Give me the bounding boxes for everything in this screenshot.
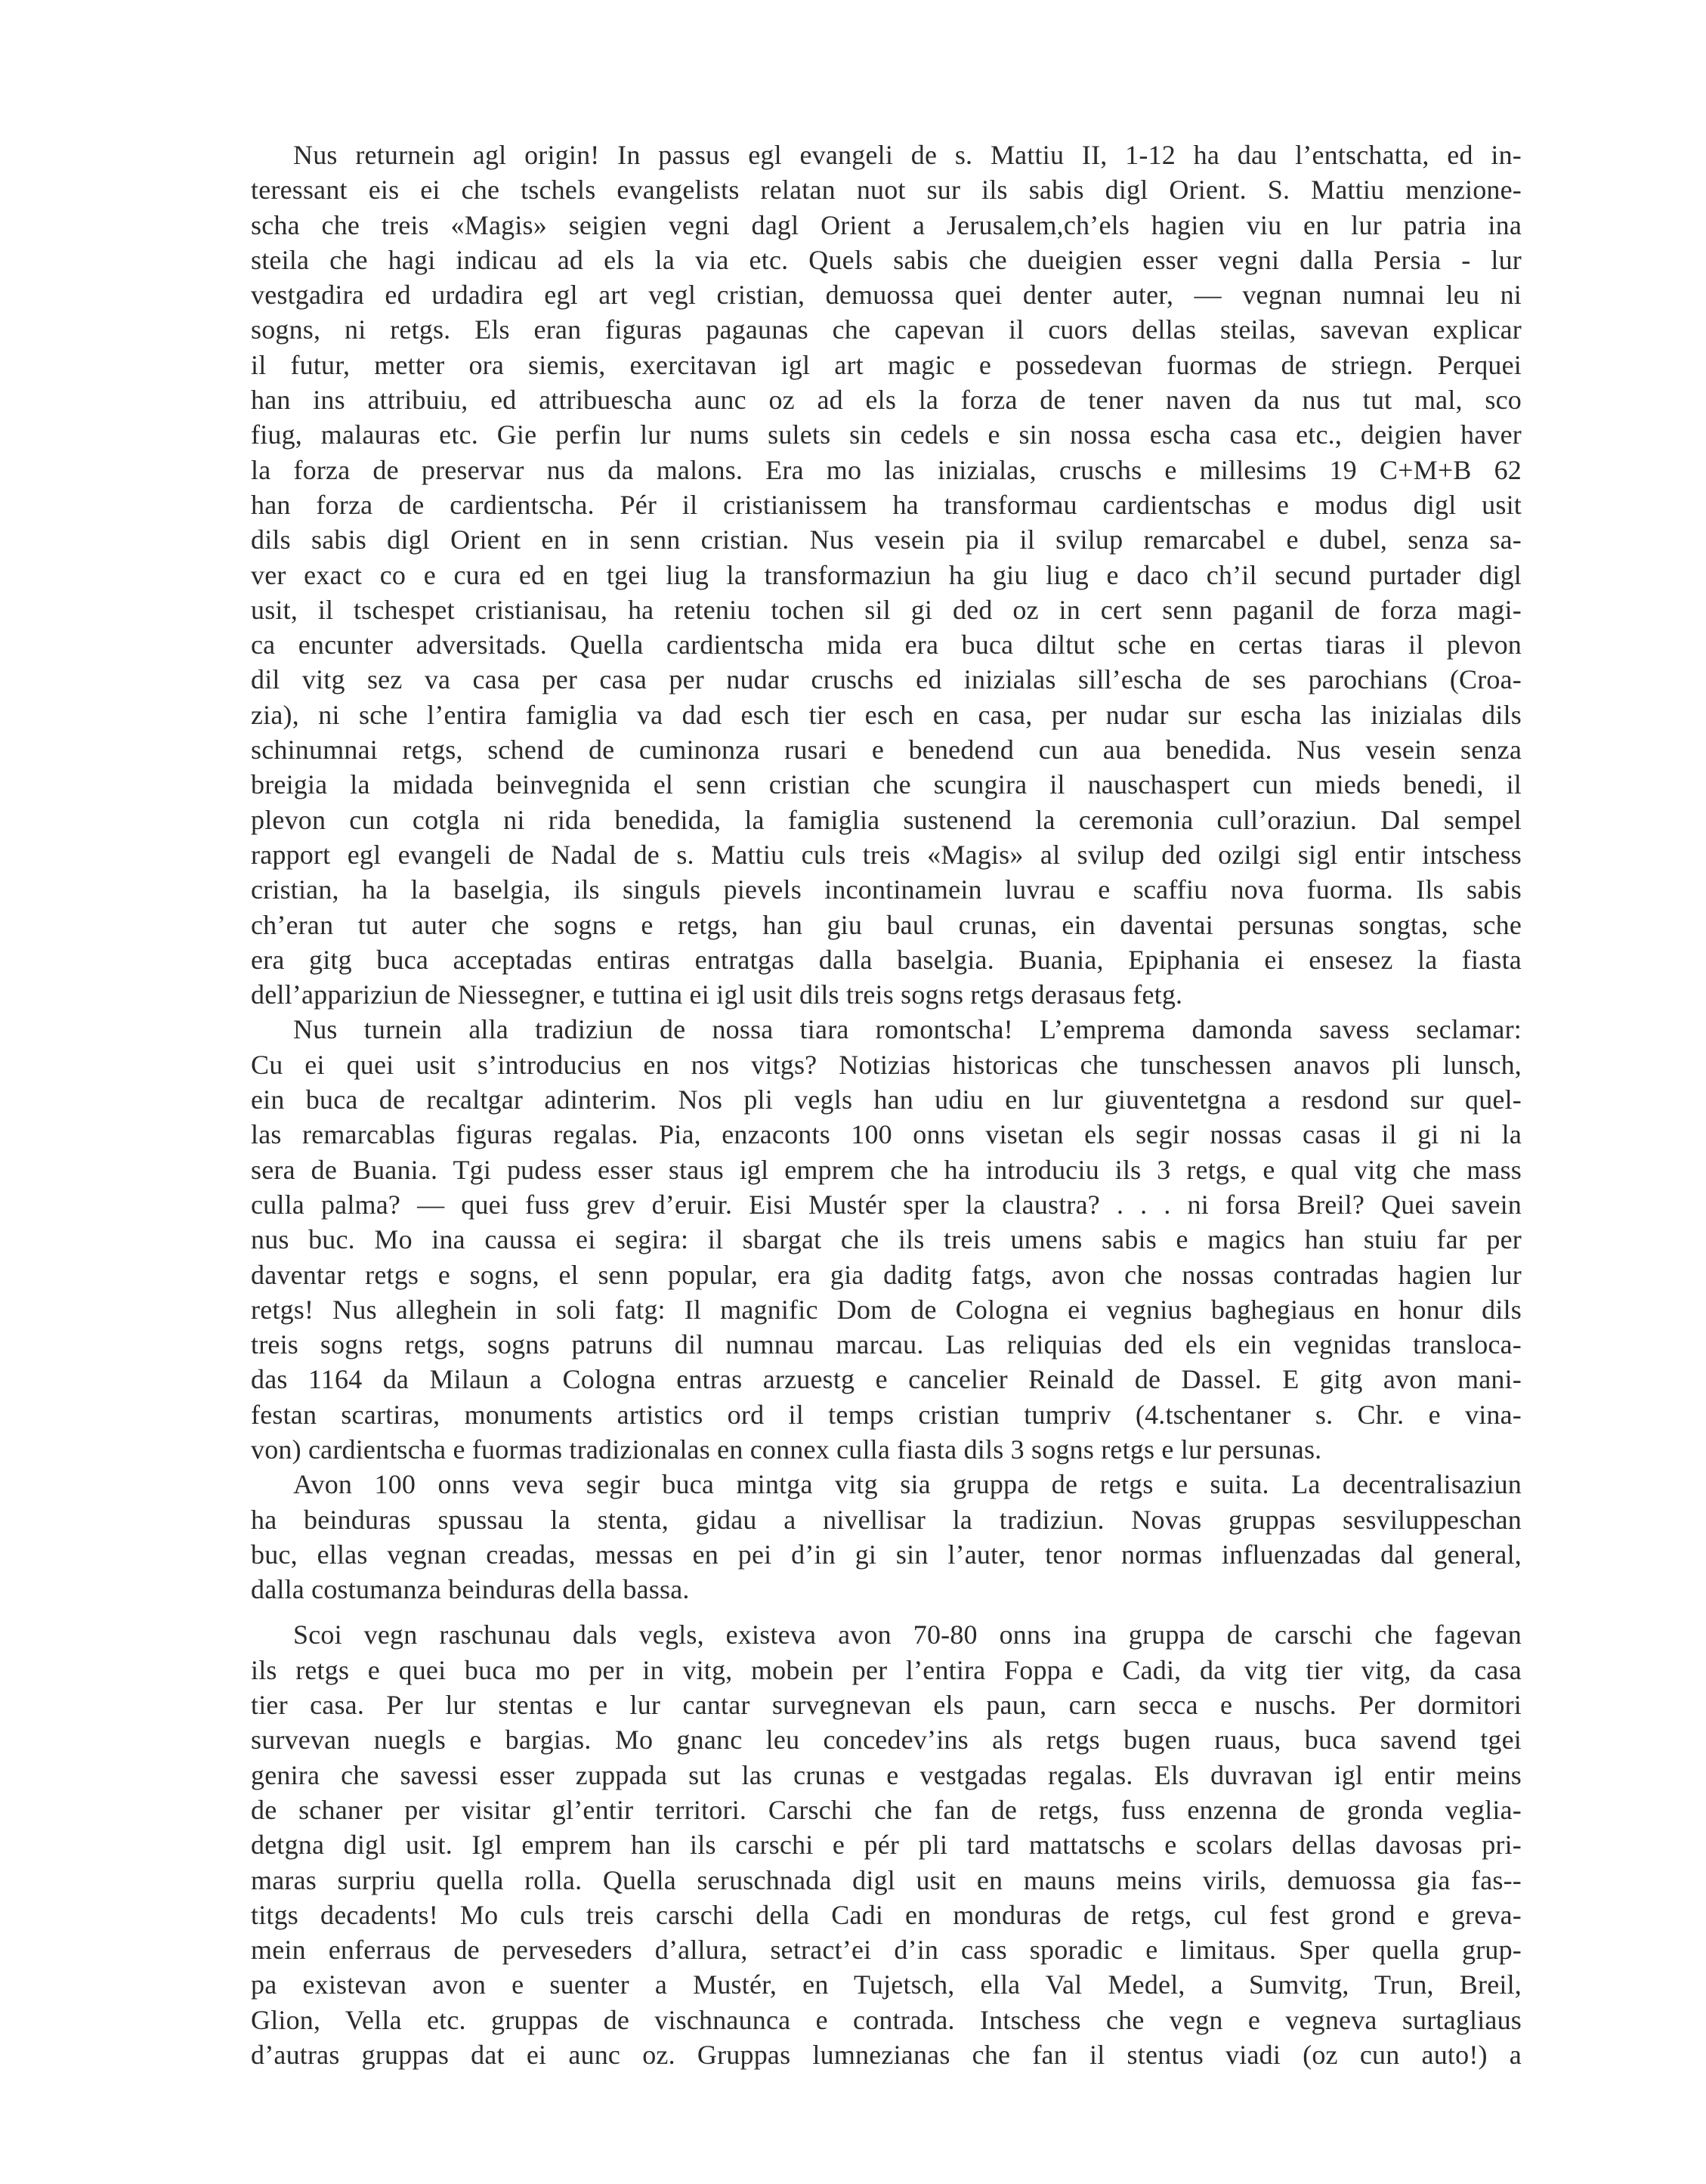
- text-line: dil vitg sez va casa per casa per nudar cruschs ed inizialas sill’escha de ses parochians (Croa-: [251, 664, 1522, 695]
- text-line: teressant eis ei che tschels evangelists relatan nuot sur ils sabis digl Orient. S. Mattiu menzione-: [251, 175, 1522, 206]
- text-line: la forza de preservar nus da malons. Era mo las inizialas, cruschs e millesims 19 C+M+B 62: [251, 454, 1522, 485]
- text-line: festan scartiras, monuments artistics ord il temps cristian tumpriv (4.tschentaner s. Chr. e vina-: [251, 1399, 1522, 1430]
- text-line: titgs decadents! Mo culs treis carschi della Cadi en monduras de retgs, cul fest grond e greva-: [251, 1899, 1522, 1930]
- text-line: dell’appariziun de Niessegner, e tuttina ei igl usit dils treis sogns retgs derasaus fetg.: [251, 979, 1183, 1010]
- text-line: scha che treis «Magis» seigien vegni dagl Orient a Jerusalem,ch’els hagien viu en lur patria ina: [251, 209, 1522, 240]
- text-line: Cu ei quei usit s’introducius en nos vitgs? Notizias historicas che tunschessen anavos pli lunsch,: [251, 1049, 1522, 1080]
- text-line: Glion, Vella etc. gruppas de vischnaunca e contrada. Intschess che vegn e vegneva surtagliaus: [251, 2004, 1522, 2035]
- paragraph: [251, 138, 1522, 1012]
- text-line: de schaner per visitar gl’entir territori. Carschi che fan de retgs, fuss enzenna de gronda veglia-: [251, 1794, 1522, 1825]
- text-line: sera de Buania. Tgi pudess esser staus igl emprem che ha introduciu ils 3 retgs, e qual vitg che mass: [251, 1154, 1522, 1185]
- text-line: daventar retgs e sogns, el senn popular, era gia daditg fatgs, avon che nossas contradas hagien lur: [251, 1259, 1522, 1290]
- text-line: han forza de cardientscha. Pér il cristianissem ha transformau cardientschas e modus digl usit: [251, 489, 1522, 520]
- text-line: ch’eran tut auter che sogns e retgs, han giu baul crunas, ein daventai persunas songtas, sche: [251, 909, 1522, 940]
- text-line: tier casa. Per lur stentas e lur cantar survegnevan els paun, carn secca e nuschs. Per dormitori: [251, 1690, 1522, 1721]
- document-page: [251, 138, 1522, 2072]
- text-line: breigia la midada beinvegnida el senn cristian che scungira il nauschaspert cun mieds benedi, il: [251, 769, 1522, 800]
- text-line: usit, il tschespet cristianisau, ha reteniu tochen sil gi ded oz in cert senn paganil de forza magi-: [251, 594, 1522, 625]
- paragraph: [251, 1617, 1522, 2072]
- text-line: Nus turnein alla tradiziun de nossa tiara romontscha! L’emprema damonda savess seclamar:: [293, 1014, 1522, 1045]
- text-line: era gitg buca acceptadas entiras entratgas dalla baselgia. Buania, Epiphania ei ensesez la fiasta: [251, 944, 1522, 975]
- text-line: zia), ni sche l’entira famiglia va dad esch tier esch en casa, per nudar sur escha las inizialas dils: [251, 699, 1522, 730]
- text-line: ver exact co e cura ed en tgei liug la transformaziun ha giu liug e daco ch’il secund purtader digl: [251, 559, 1522, 590]
- text-line: detgna digl usit. Igl emprem han ils carschi e pér pli tard mattatschs e scolars dellas davosas pri-: [251, 1830, 1522, 1861]
- text-line: sogns, ni retgs. Els eran figuras pagaunas che capevan il cuors dellas steilas, savevan explicar: [251, 314, 1522, 345]
- text-line: dalla costumanza beinduras della bassa.: [251, 1574, 690, 1605]
- text-line: steila che hagi indicau ad els la via etc. Quels sabis che dueigien esser vegni dalla Persia - lur: [251, 244, 1522, 275]
- text-line: maras surpriu quella rolla. Quella seruschnada digl usit en mauns meins virils, demuossa gia fas--: [251, 1864, 1522, 1895]
- text-line: das 1164 da Milaun a Cologna entras arzuestg e cancelier Reinald de Dassel. E gitg avon mani-: [251, 1364, 1522, 1395]
- text-line: genira che savessi esser zuppada sut las crunas e vestgadas regalas. Els duvravan igl entir meins: [251, 1759, 1522, 1790]
- text-line: rapport egl evangeli de Nadal de s. Mattiu culs treis «Magis» al svilup ded ozilgi sigl entir intschess: [251, 839, 1522, 870]
- text-line: cristian, ha la baselgia, ils singuls pievels incontinamein luvrau e scaffiu nova fuorma. Ils sabis: [251, 874, 1522, 905]
- text-line: d’autras gruppas dat ei aunc oz. Gruppas lumnezianas che fan il stentus viadi (oz cun auto!) a: [251, 2040, 1522, 2071]
- paragraph: [251, 1012, 1522, 1467]
- text-line: fiug, malauras etc. Gie perfin lur nums sulets sin cedels e sin nossa escha casa etc., deigien haver: [251, 419, 1522, 450]
- text-line: han ins attribuiu, ed attribuescha aunc oz ad els la forza de tener naven da nus tut mal, sco: [251, 385, 1522, 416]
- text-line: von) cardientscha e fuormas tradizionalas en connex culla fiasta dils 3 sogns retgs e lur persunas.: [251, 1434, 1322, 1465]
- text-line: culla palma? — quei fuss grev d’eruir. Eisi Mustér sper la claustra? . . . ni forsa Breil? Quei savein: [251, 1189, 1522, 1220]
- text-line: plevon cun cotgla ni rida benedida, la famiglia sustenend la ceremonia cull’oraziun. Dal sempel: [251, 804, 1522, 835]
- text-line: ils retgs e quei buca mo per in vitg, mobein per l’entira Foppa e Cadi, da vitg tier vitg, da casa: [251, 1654, 1522, 1685]
- text-line: ca encunter adversitads. Quella cardientscha mida era buca diltut sche en certas tiaras il plevon: [251, 630, 1522, 660]
- text-line: Nus returnein agl origin! In passus egl evangeli de s. Mattiu II, 1-12 ha dau l’entschatta, ed in-: [293, 140, 1522, 170]
- text-line: Avon 100 onns veva segir buca mintga vitg sia gruppa de retgs e suita. La decentralisaziun: [293, 1469, 1522, 1500]
- text-line: mein enferraus de perveseders d’allura, setract’ei d’in cass sporadic e limitaus. Sper quella grup-: [251, 1935, 1522, 1966]
- text-line: schinumnai retgs, schend de cuminonza rusari e benedend cun aua benedida. Nus vesein senza: [251, 735, 1522, 766]
- text-line: Scoi vegn raschunau dals vegls, existeva avon 70-80 onns ina gruppa de carschi che fagevan: [293, 1619, 1522, 1650]
- text-line: buc, ellas vegnan creadas, messas en pei d’in gi sin l’auter, tenor normas influenzadas dal general,: [251, 1539, 1522, 1570]
- text-line: dils sabis digl Orient en in senn cristian. Nus vesein pia il svilup remarcabel e dubel, senza sa-: [251, 524, 1522, 555]
- text-line: pa existevan avon e suenter a Mustér, en Tujetsch, ella Val Medel, a Sumvitg, Trun, Breil,: [251, 1969, 1522, 2000]
- text-line: las remarcablas figuras regalas. Pia, enzaconts 100 onns visetan els segir nossas casas il gi ni la: [251, 1119, 1522, 1150]
- text-line: nus buc. Mo ina caussa ei segira: il sbargat che ils treis umens sabis e magics han stuiu far per: [251, 1224, 1522, 1255]
- paragraph: [251, 1467, 1522, 1607]
- text-line: treis sogns retgs, sogns patruns dil numnau marcau. Las reliquias ded els ein vegnidas transloca-: [251, 1329, 1522, 1360]
- text-line: ha beinduras spussau la stenta, gidau a nivellisar la tradiziun. Novas gruppas sesviluppeschan: [251, 1504, 1522, 1535]
- text-line: vestgadira ed urdadira egl art vegl cristian, demuossa quei denter auter, — vegnan numnai leu ni: [251, 280, 1522, 311]
- text-line: survevan nuegls e bargias. Mo gnanc leu concedev’ins als retgs bugen ruaus, buca savend tgei: [251, 1725, 1522, 1756]
- text-line: il futur, metter ora siemis, exercitavan igl art magic e possedevan fuormas de striegn. Perquei: [251, 349, 1522, 380]
- text-line: retgs! Nus alleghein in soli fatg: Il magnific Dom de Cologna ei vegnius baghegiaus en honur dils: [251, 1294, 1522, 1325]
- text-line: ein buca de recaltgar adinterim. Nos pli vegls han udiu en lur giuventetgna a resdond sur quel-: [251, 1084, 1522, 1115]
